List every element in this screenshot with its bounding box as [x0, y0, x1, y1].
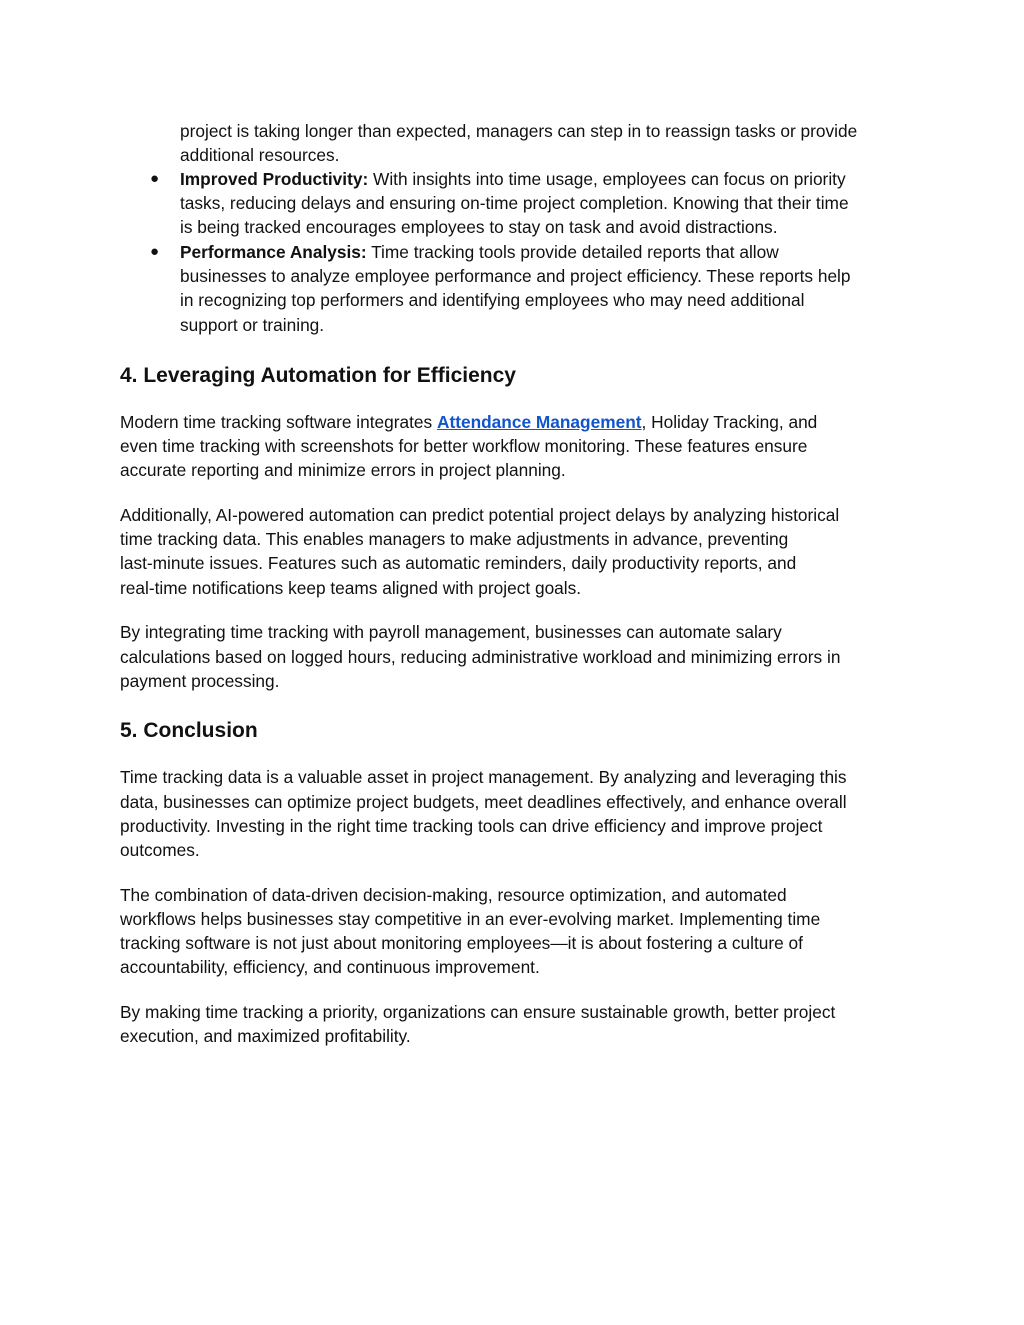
paragraph-line: productivity. Investing in the right time tracking tools can drive efficiency and improve project [120, 816, 823, 836]
paragraph-line: data, businesses can optimize project budgets, meet deadlines effectively, and enhance overall [120, 792, 847, 812]
paragraph-line: workflows helps businesses stay competitive in an ever-evolving market. Implementing time [120, 909, 821, 929]
paragraph-line: time tracking data. This enables managers to make adjustments in advance, preventing [120, 529, 789, 549]
paragraph-line: accurate reporting and minimize errors in project planning. [120, 460, 566, 480]
attendance-management-link[interactable]: Attendance Management [436, 412, 642, 432]
bullet-performance-line-3: in recognizing top performers and identifying employees who may need additional [180, 290, 805, 310]
paragraph-line: payment processing. [120, 671, 280, 691]
paragraph-line [120, 410, 817, 434]
paragraph-text: , Holiday Tracking, and [641, 412, 818, 432]
paragraph-line: calculations based on logged hours, reducing administrative workload and minimizing errors in [120, 647, 841, 667]
bullet-continuation-line-2: additional resources. [180, 145, 340, 165]
bullet-performance-text: Time tracking tools provide detailed reports that allow [366, 242, 779, 262]
bullet-productivity-title: Improved Productivity: [180, 169, 369, 189]
bullet-performance-title: Performance Analysis: [180, 242, 367, 262]
section-4-heading: 4. Leveraging Automation for Efficiency [120, 364, 516, 387]
paragraph-line: even time tracking with screenshots for better workflow monitoring. These features ensure [120, 436, 808, 456]
paragraph-line: execution, and maximized profitability. [120, 1026, 411, 1046]
paragraph-line: Additionally, AI-powered automation can predict potential project delays by analyzing historical [120, 505, 840, 525]
paragraph-line: By making time tracking a priority, organizations can ensure sustainable growth, better project [120, 1002, 836, 1022]
bullet-productivity-line-3: is being tracked encourages employees to stay on task and avoid distractions. [180, 217, 778, 237]
bullet-productivity-line-1 [180, 167, 846, 191]
paragraph-text: Modern time tracking software integrates [120, 412, 437, 432]
bullet-marker: ● [150, 243, 160, 260]
paragraph-line: The combination of data-driven decision-making, resource optimization, and automated [120, 885, 787, 905]
paragraph-line: outcomes. [120, 840, 200, 860]
bullet-marker: ● [150, 170, 160, 187]
bullet-productivity-line-2: tasks, reducing delays and ensuring on-time project completion. Knowing that their time [180, 193, 849, 213]
paragraph-line: tracking software is not just about monitoring employees—it is about fostering a culture of [120, 933, 803, 953]
section-5-heading: 5. Conclusion [120, 719, 258, 742]
paragraph-line: Time tracking data is a valuable asset in project management. By analyzing and leveraging this [120, 767, 847, 787]
bullet-performance-line-1 [180, 240, 779, 264]
paragraph-line: By integrating time tracking with payroll management, businesses can automate salary [120, 622, 782, 642]
paragraph-line: last-minute issues. Features such as automatic reminders, daily productivity reports, and [120, 553, 797, 573]
bullet-productivity-text: With insights into time usage, employees can focus on priority [368, 169, 846, 189]
bullet-performance-line-4: support or training. [180, 315, 325, 335]
paragraph-line: real-time notifications keep teams aligned with project goals. [120, 578, 582, 598]
bullet-performance-line-2: businesses to analyze employee performance and project efficiency. These reports help [180, 266, 851, 286]
paragraph-line: accountability, efficiency, and continuous improvement. [120, 957, 540, 977]
bullet-continuation-line-1: project is taking longer than expected, managers can step in to reassign tasks or provide [180, 121, 858, 141]
